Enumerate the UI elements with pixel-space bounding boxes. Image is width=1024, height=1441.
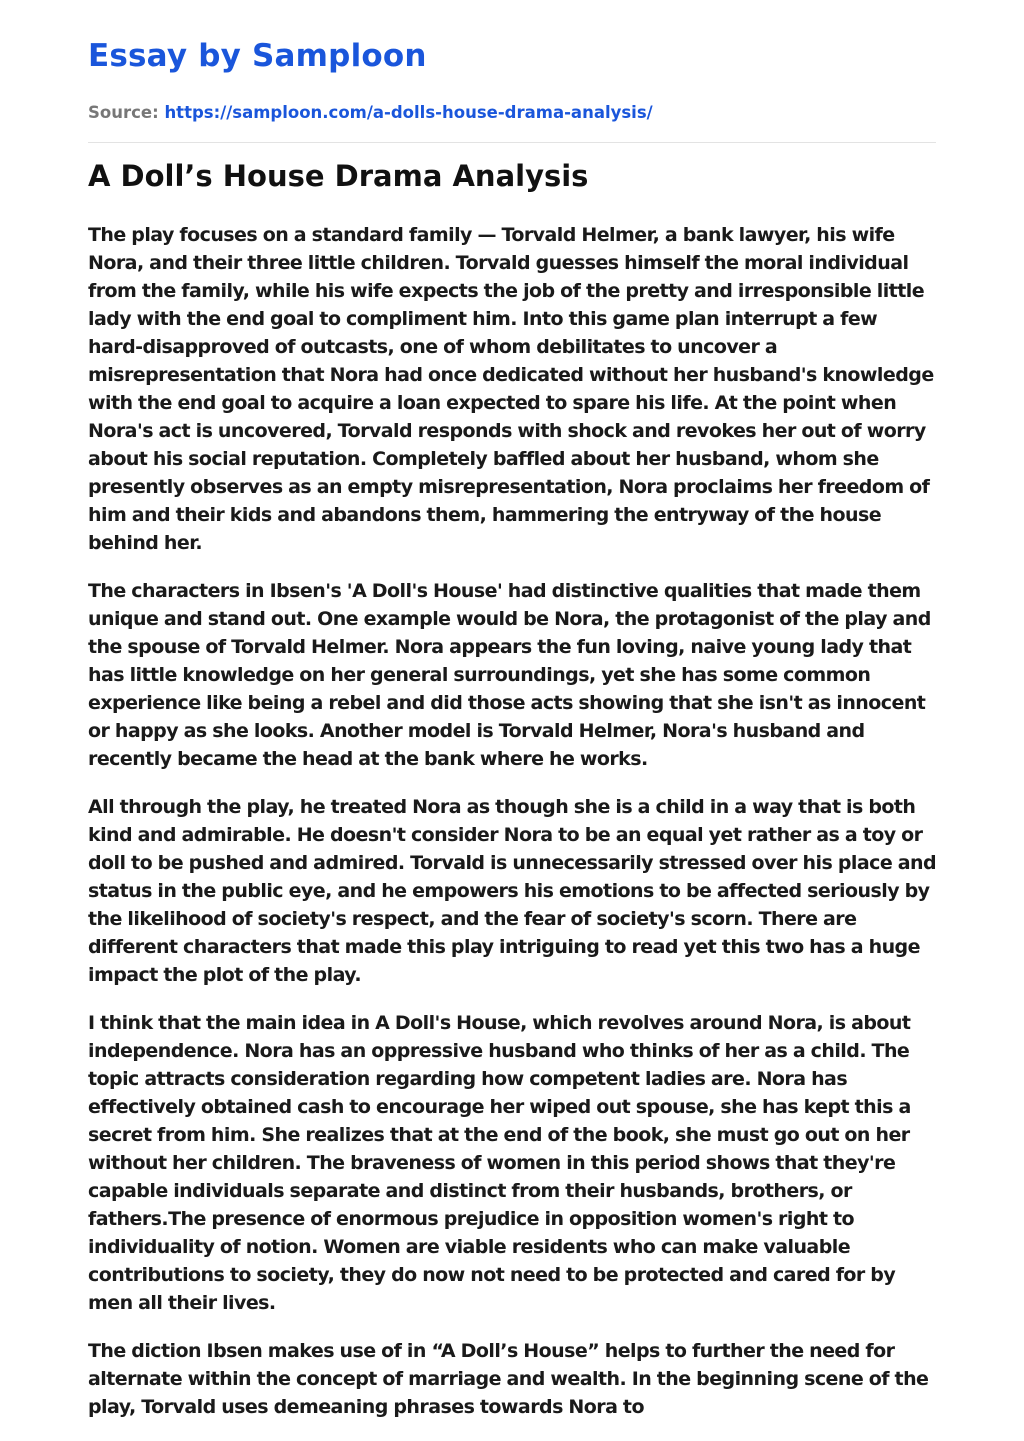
source-label: Source: [88,103,159,122]
essay-paragraph: I think that the main idea in A Doll's House, which revolves around Nora, is about independence. Nora has an oppressive husband who thinks of her as a child. The topic attracts consideration regarding how competent ladies are. Nora has effectively obtained cash to encourage her wiped out spouse, she has kept this a secret from him. She realizes that at the end of the book, she must go out on her without her children. The braveness of women in this period shows that they're capable individuals separate and distinct from their husbands, brothers, or fathers.The presence of enormous prejudice in opposition women's right to individuality of notion. Women are viable residents who can make valuable contributions to society, they do now not need to be protected and cared for by men all their lives. [88,1012,911,1314]
source-link[interactable]: https://samploon.com/a-dolls-house-drama-analysis/ [164,103,653,122]
essay-paragraph: The play focuses on a standard family — Torvald Helmer, a bank lawyer, his wife Nora, and their three little children. Torvald guesses himself the moral individual from the family, while his wife expects the job of the pretty and irresponsible little lady with the end goal to compliment him. Into this game plan interrupt a few hard-disapproved of outcasts, one of whom debilitates to uncover a misrepresentation that Nora had once dedicated without her husband's knowledge with the end goal to acquire a loan expected to spare his life. At the point when Nora's act is uncovered, Torvald responds with shock and revokes her out of worry about his social reputation. Completely baffled about her husband, whom she presently observes as an empty misrepresentation, Nora proclaims her freedom of him and their kids and abandons them, hammering the entryway of the house behind her. [88,224,934,554]
essay-paragraph: The diction Ibsen makes use of in “A Doll’s House” helps to further the need for alternate within the concept of marriage and wealth. In the beginning scene of the play, Torvald uses demeaning phrases towards Nora to [88,1340,929,1418]
essay-body [88,221,936,1441]
header-divider [88,142,936,143]
source-line [88,101,653,125]
essay-paragraph: All through the play, he treated Nora as though she is a child in a way that is both kind and admirable. He doesn't consider Nora to be an equal yet rather as a toy or doll to be pushed and admired. Torvald is unnecessarily stressed over his place and status in the public eye, and he empowers his emotions to be affected seriously by the likelihood of society's respect, and the fear of society's scorn. There are different characters that made this play intriguing to read yet this two has a huge impact the plot of the play. [88,796,937,986]
site-brand-title[interactable]: Essay by Samploon [88,38,427,74]
essay-title: A Doll’s House Drama Analysis [88,159,589,193]
essay-paragraph: The characters in Ibsen's 'A Doll's House' had distinctive qualities that made them unique and stand out. One example would be Nora, the protagonist of the play and the spouse of Torvald Helmer. Nora appears the fun loving, naive young lady that has little knowledge on her general surroundings, yet she has some common experience like being a rebel and did those acts showing that she isn't as innocent or happy as she looks. Another model is Torvald Helmer, Nora's husband and recently became the head at the bank where he works. [88,580,931,770]
